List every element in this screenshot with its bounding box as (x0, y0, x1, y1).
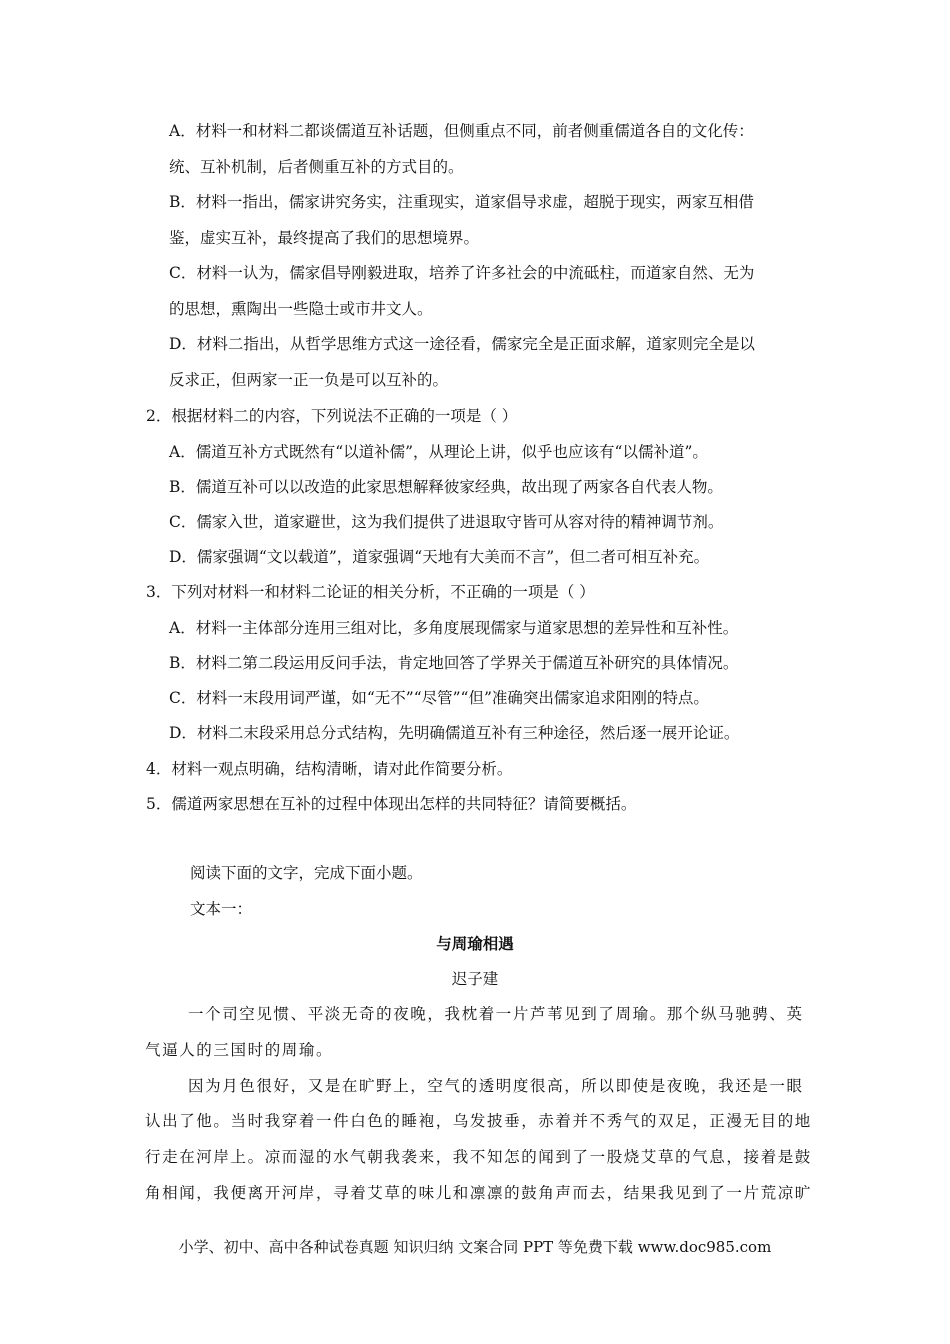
text-label: 文本一： (190, 900, 253, 918)
paragraph-2-line-4: 角相闻，我便离开河岸，寻着艾草的味儿和凛凛的鼓角声而去，结果我见到了一片荒凉旷 (145, 1184, 812, 1202)
q1-option-a-line2: 统、互补机制，后者侧重互补的方式目的。 (169, 158, 464, 176)
q1-option-d-line2: 反求正，但两家一正一负是可以互补的。 (169, 371, 449, 389)
q3-option-d: D．材料二末段采用总分式结构，先明确儒道互补有三种途径，然后逐一展开论证。 (169, 724, 740, 742)
q4-question: 4．材料一观点明确，结构清晰，请对此作简要分析。 (146, 760, 513, 778)
paragraph-2-line-1: 因为月色很好，又是在旷野上，空气的透明度很高，所以即使是夜晚，我还是一眼 (188, 1077, 804, 1095)
q1-option-c-line1: C．材料一认为，儒家倡导刚毅进取，培养了许多社会的中流砥柱，而道家自然、无为 (169, 264, 755, 282)
q2-option-c: C．儒家入世，道家避世，这为我们提供了进退取守皆可从容对待的精神调节剂。 (169, 513, 724, 531)
q1-option-a-line1: A．材料一和材料二都谈儒道互补话题，但侧重点不同，前者侧重儒道各自的文化传： (169, 122, 754, 140)
paragraph-1-line-2: 气逼人的三国时的周瑜。 (145, 1041, 334, 1059)
q1-option-b-line1: B．材料一指出，儒家讲究务实，注重现实，道家倡导求虚，超脱于现实，两家互相借 (169, 193, 754, 211)
q1-option-d-line1: D．材料二指出，从哲学思维方式这一途径看，儒家完全是正面求解，道家则完全是以 (169, 335, 755, 353)
paragraph-2-line-2: 认出了他。当时我穿着一件白色的睡袍，乌发披垂，赤着并不秀气的双足，正漫无目的地 (145, 1112, 812, 1130)
passage-author: 迟子建 (451, 970, 499, 988)
q2-option-b: B．儒道互补可以以改造的此家思想解释彼家经典，故出现了两家各自代表人物。 (169, 478, 723, 496)
q3-option-b: B．材料二第二段运用反问手法，肯定地回答了学界关于儒道互补研究的具体情况。 (169, 654, 739, 672)
q1-option-c-line2: 的思想，熏陶出一些隐士或市井文人。 (169, 300, 433, 318)
paragraph-1-line-1: 一个司空见惯、平淡无奇的夜晚，我枕着一片芦苇见到了周瑜。那个纵马驰骋、英 (188, 1005, 804, 1023)
q2-option-d: D．儒家强调“文以载道”，道家强调“天地有大美而不言”，但二者可相互补充。 (169, 548, 710, 566)
passage-title: 与周瑜相遇 (436, 934, 514, 953)
q2-stem: 2．根据材料二的内容，下列说法不正确的一项是（ ） (146, 407, 518, 425)
paragraph-2-line-3: 行走在河岸上。凉而湿的水气朝我袭来，我不知怎的闻到了一股烧艾草的气息，接着是鼓 (145, 1148, 812, 1166)
reading-instruction: 阅读下面的文字，完成下面小题。 (190, 864, 423, 882)
q1-option-b-line2: 鉴，虚实互补，最终提高了我们的思想境界。 (169, 229, 480, 247)
q2-option-a: A．儒道互补方式既然有“以道补儒”，从理论上讲，似乎也应该有“以儒补道”。 (169, 443, 708, 461)
q3-stem: 3．下列对材料一和材料二论证的相关分析，不正确的一项是（ ） (146, 583, 595, 601)
page-footer: 小学、初中、高中各种试卷真题 知识归纳 文案合同 PPT 等免费下载 www.doc985.com (178, 1238, 772, 1256)
q3-option-a: A．材料一主体部分连用三组对比，多角度展现儒家与道家思想的差异性和互补性。 (169, 619, 739, 637)
q5-question: 5．儒道两家思想在互补的过程中体现出怎样的共同特征？请简要概括。 (146, 795, 637, 813)
q3-option-c: C．材料一末段用词严谨，如“无不”“尽管”“但”准确突出儒家追求阳刚的特点。 (169, 689, 709, 707)
